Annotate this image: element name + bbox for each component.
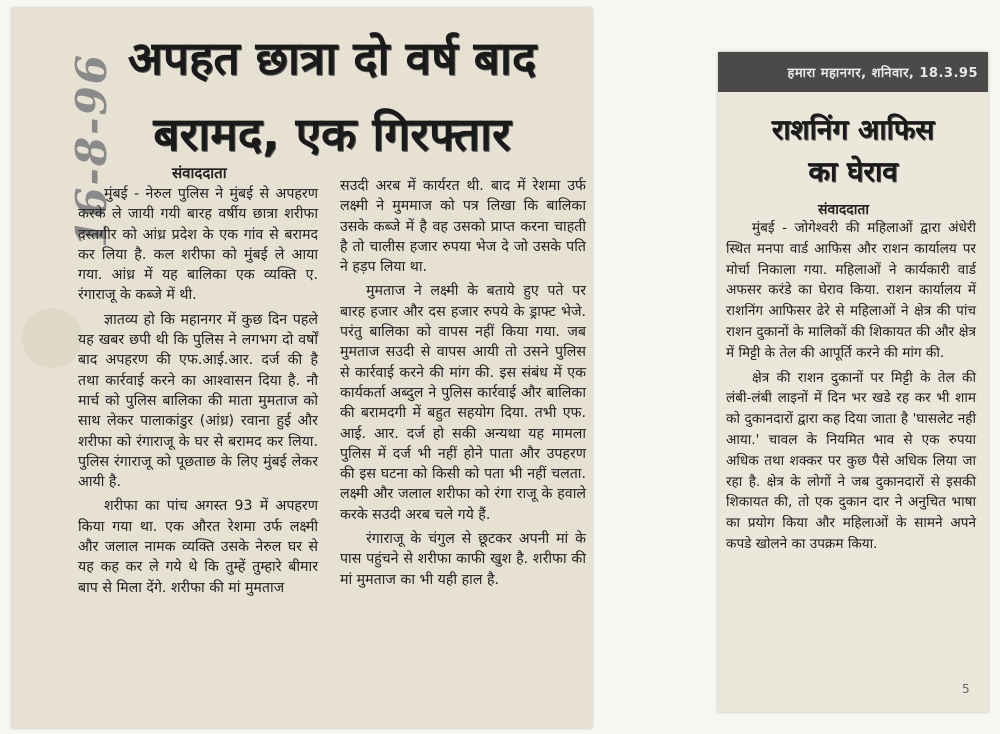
paragraph: सउदी अरब में कार्यरत थी. बाद में रेशमा उर्फ लक्ष्मी ने मुममाज को पत्र लिखा कि बालिका उसके कब्जे में है वह उसको प्राप्त करना चाहती है तो चालीस हजार रुपया भेज दे जो उसके पति ने हड़प लिया था. [340, 178, 586, 276]
paper-stain [22, 308, 82, 368]
article-column [726, 218, 976, 559]
right-newspaper-clipping [718, 52, 988, 712]
byline: संवाददाता [818, 202, 869, 218]
headline-line-1: राशनिंग आफिस [771, 113, 935, 146]
paragraph: क्षेत्र की राशन दुकानों पर मिट्टी के तेल की लंबी-लंबी लाइनों में दिन भर खडे रह कर भी शाम को दुकानदारों द्वारा कह दिया जाता है 'घासलेट नही आया.' चावल के नियमित भाव से एक रुपया अधिक तथा शक्कर पर कुछ पैसे अधिक लिया जा रहा है. क्षेत्र के लोगों ने जब दुकानदारों से इसकी शिकायत की, तो एक दुकान दार ने अनुचित भाषा का प्रयोग किया और महिलाओं के सामने अपने कपडे खोलने का उपक्रम किया. [726, 369, 976, 552]
article-column-1 [78, 184, 318, 602]
paragraph: रंगाराजू के चंगुल से छूटकर अपनी मां के पास पहुंचने से शरीफा काफी खुश है. शरीफा की मां मुमताज का भी यही हाल है. [340, 531, 586, 588]
left-newspaper-clipping [12, 8, 592, 728]
headline-line-1: अपहत छात्रा दो वर्ष बाद [127, 31, 537, 85]
article-column-2 [340, 176, 586, 594]
byline: संवाददाता [172, 164, 227, 182]
paragraph: ज्ञातव्य हो कि महानगर में कुछ दिन पहले यह खबर छपी थी कि पुलिस ने लगभग दो वर्षों बाद अपहरण की एफ.आई.आर. दर्ज की है तथा कार्रवाई करने का आश्वासन दिया है. नौ मार्च को पुलिस बालिका की माता मुमताज को साथ लेकर पालाकांडुर (आंध्र) रवाना हुई और शरीफा को रंगाराजू के घर से बरामद कर लिया. पुलिस रंगाराजू को पूछताछ के लिए मुंबई लेकर आयी है. [78, 311, 318, 491]
paragraph: मुंबई - जोगेश्वरी की महिलाओं द्वारा अंधेरी स्थित मनपा वार्ड आफिस और राशन कार्यालय पर मोर्चा निकाला गया. महिलाओं ने कार्यकारी वार्ड अफसर करंडे का घेराव किया. राशन कार्यालय में राशनिंग आफिसर ढेरे से महिलाओं ने क्षेत्र की पांच राशन दुकानों के मालिकों की शिकायत की और क्षेत्र में मिट्टी के तेल की आपूर्ति करने की मांग की. [726, 220, 976, 361]
newspaper-masthead: हमारा महानगर, शनिवार, 18.3.95 [718, 52, 988, 92]
headline-line-2: बरामद, एक गिरफ्तार [153, 107, 511, 161]
headline-line-2: का घेराव [808, 155, 898, 188]
paragraph: मुंबई - नेरुल पुलिस ने मुंबई से अपहरण करके ले जायी गयी बारह वर्षीय छात्रा शरीफा दस्तगीर को आंध्र प्रदेश के एक गांव से बरामद कर लिया है. कल शरीफा को मुंबई ले आया गया. आंध्र में यह बालिका एक व्यक्ति ए. रंगाराजू के कब्जे में थी. [78, 186, 318, 304]
page-mark: 5 [962, 682, 970, 696]
paragraph: शरीफा का पांच अगस्त 93 में अपहरण किया गया था. एक औरत रेशमा उर्फ लक्ष्मी और जलाल नामक व्यक्ति उसके नेरुल घर से यह कह कर ले गये थे कि तुम्हें तुम्हारे बीमार बाप से मिला देंगे. शरीफा की मां मुमताज [78, 498, 318, 596]
handwritten-date: 16-8-96 [66, 53, 116, 248]
paragraph: मुमताज ने लक्ष्मी के बताये हुए पते पर बारह हजार और दस हजार रुपये के ड्राफ्ट भेजे. परंतु बालिका को वापस नहीं किया गया. जब मुमताज सउदी से वापस आयी तो उसने पुलिस से कार्रवाई करने की मांग की. इस संबंध में एक कार्यकर्ता अब्दुल ने पुलिस कार्रवाई और बालिका की बरामदगी में बहुत सहयोग दिया. तभी एफ. आई. आर. दर्ज हो सकी अन्यथा यह मामला पुलिस में दर्ज भी नहीं होने पाता और उपहरण की इस घटना को किसी को पता भी नहीं चलता. लक्ष्मी और जलाल शरीफा को रंगा राजू के हवाले करके सउदी अरब चले गये हैं. [340, 283, 586, 523]
